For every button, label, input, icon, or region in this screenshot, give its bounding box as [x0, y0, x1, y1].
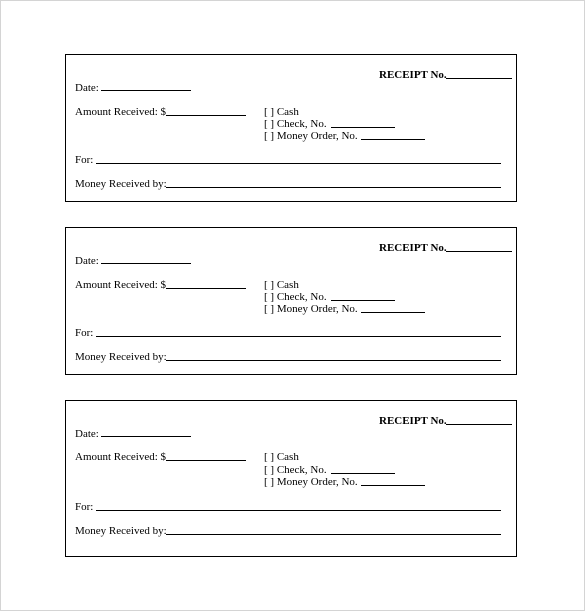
money-order-number-field[interactable] — [361, 139, 425, 140]
money-received-by-label: Money Received by: — [75, 525, 167, 537]
date-field[interactable] — [101, 263, 191, 264]
amount-received-label: Amount Received: $ — [75, 451, 167, 463]
receipt-form — [65, 227, 517, 375]
date-label: Date: — [75, 255, 99, 267]
for-label: For: — [75, 154, 94, 166]
money-order-checkbox[interactable]: [ ] Money Order, No. — [264, 130, 358, 142]
check-number-field[interactable] — [331, 300, 395, 301]
receipt-no-label: RECEIPT No. — [379, 415, 447, 427]
date-label: Date: — [75, 82, 99, 94]
cash-checkbox[interactable]: [ ] Cash — [264, 451, 299, 463]
cash-checkbox[interactable]: [ ] Cash — [264, 279, 299, 291]
check-checkbox[interactable]: [ ] Check, No. — [264, 291, 327, 303]
receipt-no-field[interactable] — [446, 424, 512, 425]
money-received-by-label: Money Received by: — [75, 351, 167, 363]
money-order-checkbox[interactable]: [ ] Money Order, No. — [264, 303, 358, 315]
money-received-by-field[interactable] — [166, 360, 501, 361]
receipt-no-field[interactable] — [446, 251, 512, 252]
check-checkbox[interactable]: [ ] Check, No. — [264, 118, 327, 130]
for-label: For: — [75, 501, 94, 513]
check-number-field[interactable] — [331, 473, 395, 474]
amount-field[interactable] — [166, 115, 246, 116]
check-number-field[interactable] — [331, 127, 395, 128]
money-received-by-field[interactable] — [166, 534, 501, 535]
check-checkbox[interactable]: [ ] Check, No. — [264, 464, 327, 476]
for-field[interactable] — [96, 163, 501, 164]
for-field[interactable] — [96, 510, 501, 511]
date-label: Date: — [75, 428, 99, 440]
cash-checkbox[interactable]: [ ] Cash — [264, 106, 299, 118]
amount-received-label: Amount Received: $ — [75, 279, 167, 291]
amount-received-label: Amount Received: $ — [75, 106, 167, 118]
receipt-no-label: RECEIPT No. — [379, 242, 447, 254]
money-order-number-field[interactable] — [361, 312, 425, 313]
money-received-by-label: Money Received by: — [75, 178, 167, 190]
receipt-form — [65, 400, 517, 557]
money-order-number-field[interactable] — [361, 485, 425, 486]
for-field[interactable] — [96, 336, 501, 337]
amount-field[interactable] — [166, 288, 246, 289]
date-field[interactable] — [101, 436, 191, 437]
amount-field[interactable] — [166, 460, 246, 461]
receipt-form — [65, 54, 517, 202]
money-received-by-field[interactable] — [166, 187, 501, 188]
receipt-no-field[interactable] — [446, 78, 512, 79]
receipt-no-label: RECEIPT No. — [379, 69, 447, 81]
date-field[interactable] — [101, 90, 191, 91]
money-order-checkbox[interactable]: [ ] Money Order, No. — [264, 476, 358, 488]
for-label: For: — [75, 327, 94, 339]
